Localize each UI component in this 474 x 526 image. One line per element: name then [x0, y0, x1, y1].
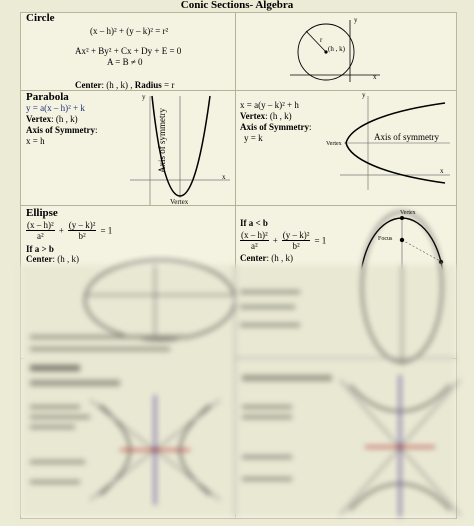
axis-colon: : [309, 122, 312, 132]
radius-value: = r [161, 80, 175, 90]
x-axis-label: x [440, 167, 444, 175]
axis-of-symmetry-label: Axis of symmetry [374, 132, 439, 142]
denominator: a² [251, 241, 258, 251]
parabola2-axis-value: y = k [244, 133, 263, 143]
plus-sign: + [58, 225, 64, 236]
y-axis-label: y [362, 91, 366, 99]
circle-heading: Circle [26, 12, 55, 24]
parabola-equation: y = a(x – h)² + k [26, 103, 85, 113]
vertex-label: Vertex [26, 114, 52, 124]
center-value: : (h , k) [266, 253, 293, 263]
axis-label: Axis of Symmetry [240, 122, 309, 132]
vertex-label: Vertex [326, 141, 342, 147]
vertex-label: Vertex [170, 198, 189, 206]
center-label: Center [240, 253, 267, 263]
vertex-label: Vertex [400, 210, 416, 216]
axis-colon: : [95, 125, 98, 135]
numerator: (x – h)² [27, 220, 54, 230]
center-label: Center [26, 254, 53, 264]
radius-label-r: r [320, 36, 323, 44]
ellipse2-condition: If a < b [240, 218, 268, 228]
ellipse-heading: Ellipse [26, 207, 58, 219]
parabola-axis-value: x = h [26, 136, 45, 146]
equals-one: = 1 [100, 225, 113, 236]
y-axis-label: y [354, 16, 358, 24]
numerator: (y – k)² [68, 220, 96, 230]
circle-general-equation: Ax² + By² + Cx + Dy + E = 0 [75, 46, 182, 56]
numerator: (x – h)² [241, 230, 268, 240]
denominator: a² [37, 231, 44, 241]
axis-of-symmetry-label: Axis of symmetry [157, 108, 167, 173]
blurred-graphics [20, 265, 456, 517]
numerator: (y – k)² [282, 230, 310, 240]
equals-one: = 1 [314, 235, 327, 246]
x-axis-label: x [373, 73, 377, 81]
parabola-heading: Parabola [26, 91, 69, 103]
axis-label: Axis of Symmetry [26, 125, 95, 135]
page-title: Conic Sections- Algebra [180, 0, 294, 11]
focus-point [400, 238, 404, 242]
plus-sign: + [272, 235, 278, 246]
ellipse-condition: If a > b [26, 244, 54, 254]
denominator: b² [78, 231, 86, 241]
center-point-label: (h , k) [328, 45, 345, 53]
radius-label: Radius [134, 80, 162, 90]
circle-condition: A = B ≠ 0 [107, 57, 143, 67]
circle-standard-equation: (x – h)² + (y – k)² = r² [90, 26, 169, 36]
parabola2-equation: x = a(y – k)² + h [240, 100, 299, 110]
vertex-value: : (h , k) [51, 114, 78, 124]
focus-label: Focus [378, 236, 393, 242]
vertex-label: Vertex [240, 111, 266, 121]
center-value: : (h , k) , [101, 80, 135, 90]
vertex-value: : (h , k) [265, 111, 292, 121]
blurred-preview-region [20, 265, 456, 517]
center-label: Center [75, 80, 102, 90]
y-axis-label: y [142, 93, 146, 101]
focal-line [402, 240, 442, 262]
denominator: b² [292, 241, 300, 251]
x-axis-label: x [222, 173, 226, 181]
center-value: : (h , k) [52, 254, 79, 264]
